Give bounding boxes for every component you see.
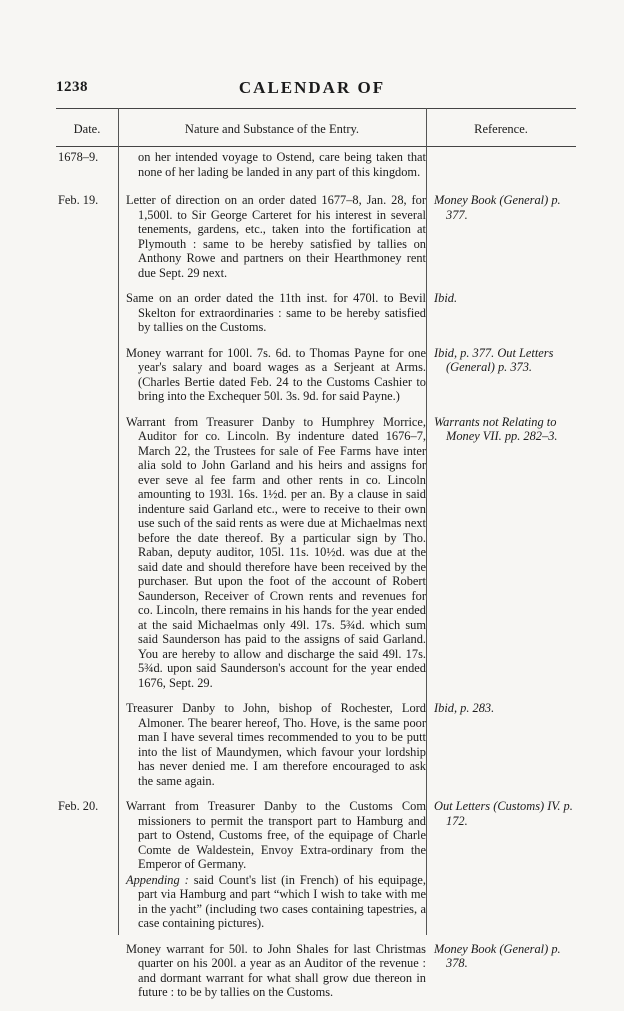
entry-text-paragraph: Treasurer Danby to John, bishop of Rochester, Lord Almoner. The bearer hereof, Tho. Hove, is the same poor man I have several times recommended to you to be putt into the list of Maundymen, which favour your lordship has never denied me. I am therefore encouraged to ask the same again.	[126, 701, 426, 788]
running-title: CALENDAR OF	[238, 78, 386, 97]
entry-reference	[434, 193, 576, 280]
entry-row	[56, 150, 576, 179]
entry-text-paragraph: Letter of direction on an order dated 1677–8, Jan. 28, for 1,500l. to Sir George Carteret for his interest in several tenements, gardens, etc., taken into the fortification at Plymouth : same to be hereby satisfied by tallies on Anthony Rowe and partners on their Hearthmoney rent due Sept. 29 next.	[126, 193, 426, 280]
entry-row	[56, 193, 576, 280]
column-header-date: Date.	[73, 122, 101, 136]
entry-reference	[434, 150, 576, 179]
entry-row	[56, 346, 576, 404]
entry-row	[56, 942, 576, 1000]
page-number: 1238	[56, 79, 88, 95]
entry-reference	[434, 291, 576, 335]
entry-row	[56, 701, 576, 788]
entry-text	[126, 415, 426, 691]
appending-text: said Count's list (in French) of his equipage, part via Hamburg and part “which I wish to take with me in the yacht” (including two cases containing tapestries, a case containing pictures).	[138, 872, 426, 930]
entry-text-paragraph: Warrant from Treasurer Danby to Humphrey Morrice, Auditor for co. Lincoln. By indenture dated 1676–7, March 22, the Trustees for sale of Fee Farms have inter alia sold to John Garland and his heirs and assigns for ever seve al fee farm and other rents in co. Lincoln amounting to 193l. 16s. 1½d. per an. By a clause in said indenture said Garland etc., were to receive to their own use such of the said rents as were due at Michaelmas next before the date thereof. By a particular sign by Tho. Raban, deputy auditor, 105l. 11s. 10½d. was due at the said date and should therefore have been received by the purchaser. But upon the foot of the account of Robert Saunderson, Receiver of Crown rents and revenues for co. Lincoln, there remains in his hands for the year ended at the said Michaelmas only 49l. 17s. 5¾d. which sum said Saunderson has paid to the assigns of said Garland. You are hereby to allow and discharge the said 49l. 17s. 5¾d. upon said Saunderson's account for the year ended 1676, Sept. 29.	[126, 414, 426, 690]
entry-text-paragraph: Money warrant for 100l. 7s. 6d. to Thomas Payne for one year's salary and board wages as a Serjeant at Arms. (Charles Bertie dated Feb. 24 to the Customs Cashier to bring into the Exchequer 50l. 3s. 9d. for said Payne.)	[126, 345, 426, 403]
entry-text-paragraph: Same on an order dated the 11th inst. for 470l. to Bevil Skelton for extraordinaries : same to be hereby satisfied by tallies on the Customs.	[126, 291, 426, 334]
entry-row	[56, 799, 576, 931]
entry-reference	[434, 415, 576, 691]
entry-text-paragraph: Warrant from Treasurer Danby to the Customs Com missioners to permit the transport part to Hamburg and part to Ostend, Customs free, of the equipage of Charle Comte de Waldestein, Envoy Extra-ordinary from the Emperor of Germany.	[126, 799, 426, 871]
appending-label: Appending :	[126, 872, 189, 887]
entry-reference	[434, 799, 576, 931]
entry-reference	[434, 346, 576, 404]
column-header-nature: Nature and Substance of the Entry.	[184, 122, 360, 136]
entry-date	[56, 291, 118, 335]
entries-table	[56, 150, 576, 1011]
entry-date: Feb. 20.	[58, 799, 99, 813]
entry-text	[126, 942, 426, 1000]
entry-date	[56, 701, 118, 788]
header-rule-bottom	[56, 146, 576, 147]
entry-appending	[126, 872, 426, 931]
entry-row	[56, 291, 576, 335]
entry-text-paragraph: on her intended voyage to Ostend, care being taken that none of her lading be landed in any part of this kingdom.	[138, 150, 426, 179]
entry-text	[126, 150, 426, 179]
entry-reference-text: Ibid, p. 283.	[434, 701, 495, 715]
entry-reference	[434, 701, 576, 788]
entry-row	[56, 415, 576, 691]
entry-text-paragraph: Money warrant for 50l. to John Shales for last Christmas quarter on his 200l. a year as an Auditor of the revenue : and dormant warrant for what shall grow due thereon in future : to be by tallies on the Customs.	[126, 941, 426, 999]
entry-reference-text: Ibid, p. 377. Out Letters (General) p. 373.	[434, 345, 554, 374]
entry-text	[126, 193, 426, 280]
entry-reference-text: Money Book (General) p. 377.	[434, 193, 561, 222]
column-header-reference: Reference.	[474, 122, 528, 136]
entry-date	[56, 942, 118, 1000]
entry-text	[126, 799, 426, 931]
entry-date: Feb. 19.	[58, 193, 99, 207]
entry-date	[56, 415, 118, 691]
entry-text	[126, 346, 426, 404]
entry-reference-text: Warrants not Relating to Money VII. pp. 282–3.	[434, 414, 558, 443]
entry-reference-text: Money Book (General) p. 378.	[434, 941, 561, 970]
entry-reference-text: Ibid.	[434, 291, 458, 305]
entry-date	[56, 346, 118, 404]
entry-text	[126, 701, 426, 788]
entry-reference-text: Out Letters (Customs) IV. p. 172.	[434, 799, 573, 828]
header-rule-top	[56, 108, 576, 109]
entry-reference	[434, 942, 576, 1000]
entry-text	[126, 291, 426, 335]
entry-date: 1678–9.	[58, 150, 99, 164]
